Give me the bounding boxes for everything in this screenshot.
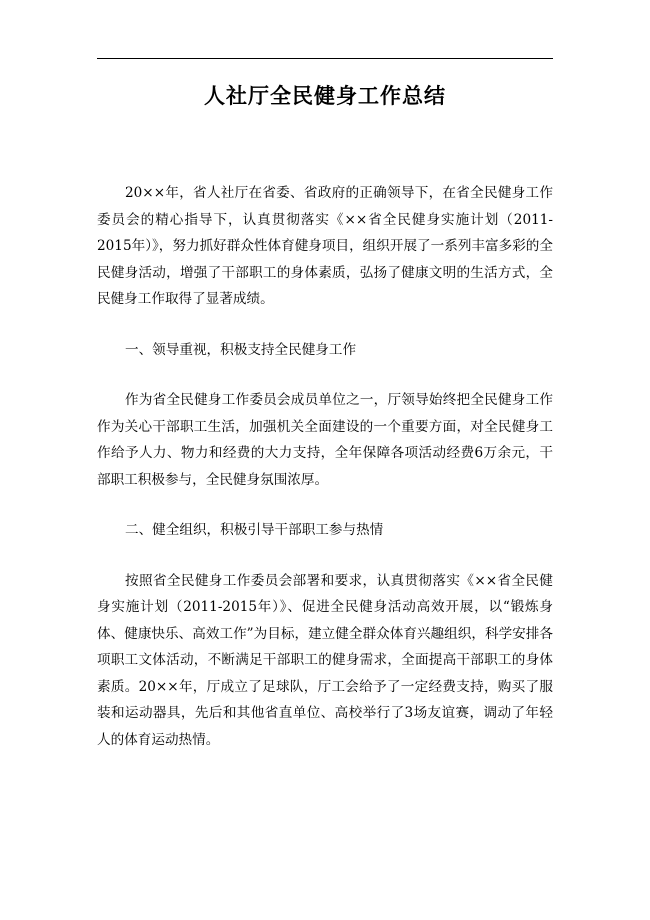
section-1-paragraph: 作为省全民健身工作委员会成员单位之一，厅领导始终把全民健身工作作为关心干部职工生活，加强机关全面建设的一个重要方面，对全民健身工作给予人力、物力和经费的大力支持，全年保障各项活动经费6万余元，干部职工积极参与，全民健身氛围浓厚。 [97, 392, 553, 488]
section-2-paragraph: 按照省全民健身工作委员会部署和要求，认真贯彻落实《××省全民健身实施计划（2011-2015年）》、促进全民健身活动高效开展，以“锻炼身体、健康快乐、高效工作”为目标，建立健全群众体育兴趣组织，科学安排各项职工文体活动，不断满足干部职工的健身需求，全面提高干部职工的身体素质。20××年，厅成立了足球队，厅工会给予了一定经费支持，购买了服装和运动器具，先后和其他省直单位、高校举行了3场友谊赛，调动了年轻人的体育运动热情。 [97, 572, 553, 748]
header-rule [97, 58, 553, 59]
document-title: 人社厅全民健身工作总结 [204, 84, 446, 108]
intro-paragraph: 20××年，省人社厅在省委、省政府的正确领导下，在省全民健身工作委员会的精心指导下，认真贯彻落实《××省全民健身实施计划（2011-2015年）》，努力抓好群众性体育健身项目，组织开展了一系列丰富多彩的全民健身活动，增强了干部职工的身体素质，弘扬了健康文明的生活方式，全民健身工作取得了显著成绩。 [97, 185, 553, 307]
section-heading-1: 一、领导重视，积极支持全民健身工作 [125, 341, 357, 358]
document-body [97, 180, 553, 753]
section-heading-2: 二、健全组织，积极引导干部职工参与热情 [125, 522, 384, 538]
